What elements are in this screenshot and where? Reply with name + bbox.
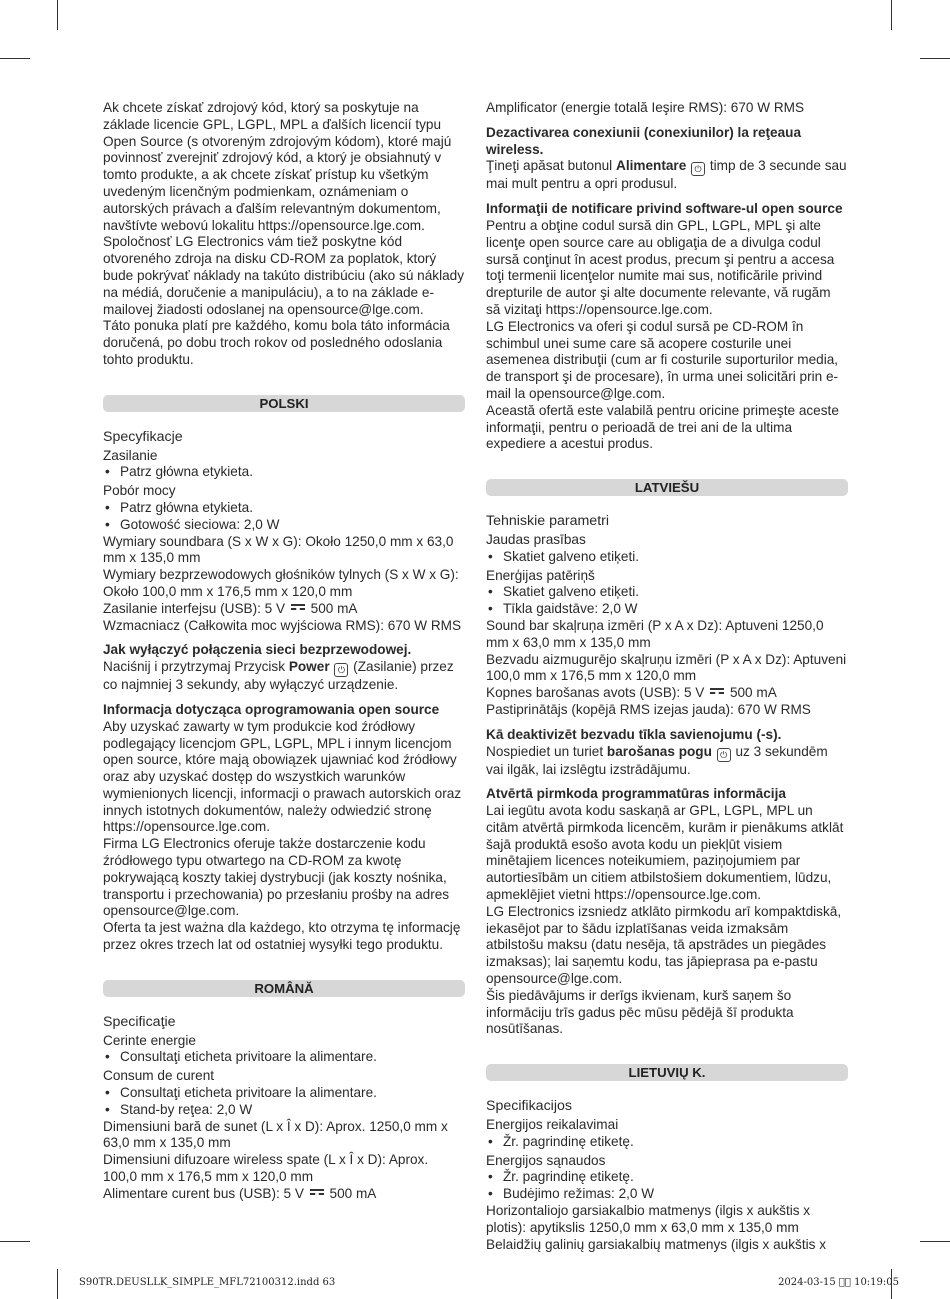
power-button-label: barošanas pogu <box>606 743 712 759</box>
power-consumption-title: Consum de curent <box>103 1068 215 1084</box>
wireless-off-text: Nospiediet un turiet barošanas pogu ⏻ uz 3 sekundēm vai ilgāk, lai izslēgtu izstrādājumu. <box>486 743 828 777</box>
crop-mark <box>0 1241 30 1242</box>
romanian-section <box>103 980 465 1203</box>
power-consumption-title: Enerģijas patēriņš <box>486 567 595 583</box>
open-source-paragraph-2: LG Electronics va oferi şi codul sursă pe CD-ROM în schimbul unei sume care să acopere costurile unei asemenea distribuţii (cum ar fi costurile suporturilor media, de transport şi de procesare), în urma unei solicitări prin e-mail la opensource@lge.com. <box>486 318 839 401</box>
amplifier-output: Amplificator (energie totală Ieşire RMS): 670 W RMS <box>486 100 805 115</box>
right-column <box>486 100 848 1253</box>
open-source-paragraph-1: Pentru a obţine codul sursă din GPL, LGPL, MPL şi alte licenţe open source care au obligaţia de a divulga codul sursă conţinut în acest produs, precum şi pentru a accesa toţi termenii licenţelor numite mai sus, notificările privind drepturile de autor şi alte documente relevante, vă rugăm să vizitaţi https://opensource.lge.com. <box>486 217 835 317</box>
section-header-polski: POLSKI <box>103 395 465 412</box>
bullet-item: • Žr. pagrindinę etiketę. <box>486 1169 848 1186</box>
usb-power-value: 500 mA <box>310 600 358 616</box>
power-button-label: Alimentare <box>616 158 687 174</box>
wireless-off-title: Kā deaktivizēt bezvadu tīkla savienojumu (-s). <box>486 726 782 742</box>
open-source-title: Informacja dotycząca oprogramowania open source <box>103 701 440 717</box>
usb-power-value: 500 mA <box>329 1185 377 1201</box>
power-button-label: Power <box>288 659 330 675</box>
power-icon: ⏻ <box>334 663 348 677</box>
sk-paragraph-1: Ak chcete získať zdrojový kód, ktorý sa poskytuje na základe licencie GPL, LGPL, MPL a ďalších licencií typu Open Source (s otvoreným zdrojovým kódom), ktoré majú povinnosť zverejniť zdrojový kód, a ktorý je obsiahnutý v tomto produkte, a ak chcete získať prístup ku všetkým uvedeným licenčným podmienkam, oznámeniam o autorských právach a ďalším relevantným dokumentom, navštívte webovú lokalitu https://opensource.lge.com. <box>103 100 452 233</box>
bullet-item: • Tīkla gaidstāve: 2,0 W <box>486 601 848 618</box>
spec-title: Specifikacijos <box>486 1098 572 1115</box>
open-source-paragraph-2: Firma LG Electronics oferuje także dostarczenie kodu źródłowego typu otwartego na CD-ROM za kwotę pokrywającą koszty takiej dystrybucji (jak koszty nośnika, transportu i przechowania) po przesłaniu prośby na adres opensource@lge.com. <box>103 836 450 919</box>
sk-paragraph-3: Táto ponuka platí pre každého, komu bola táto informácia doručená, po dobu troch rokov od posledného odoslania tohto produktu. <box>103 318 450 367</box>
crop-mark <box>891 0 892 30</box>
left-column <box>103 100 465 1203</box>
latvian-section <box>486 479 848 1038</box>
bullet-item: • Patrz główna etykieta. <box>103 464 465 481</box>
open-source-paragraph-3: Oferta ta jest ważna dla każdego, kto otrzyma tę informację przez okres trzech lat od ostatniej wysyłki tego produktu. <box>103 920 461 953</box>
print-slug <box>79 1277 899 1291</box>
dc-current-icon <box>710 688 724 695</box>
open-source-title: Atvērtā pirmkoda programmatūras informācija <box>486 786 786 802</box>
power-supply-title: Zasilanie <box>103 447 158 463</box>
crop-mark <box>920 1241 950 1242</box>
usb-power <box>103 1186 465 1203</box>
polish-section <box>103 395 465 954</box>
power-icon: ⏻ <box>691 162 705 176</box>
crop-mark <box>920 58 950 59</box>
open-source-paragraph-2: LG Electronics izsniedz atklāto pirmkodu arī kompaktdiskā, iekasējot par to šādu izplatīšanas veida izmaksām atbilstošu maksu (datu nesēja, tā apstrādes un piegādes izmaksas); lai saņemtu kodu, tas jāpieprasa pa e-pastu opensource@lge.com. <box>486 903 842 987</box>
spec-title: Specificaţie <box>103 1013 176 1030</box>
bullet-item: • Budėjimo režimas: 2,0 W <box>486 1186 848 1203</box>
usb-power-label: Alimentare curent bus (USB): 5 V <box>103 1185 304 1201</box>
soundbar-dimensions: Dimensiuni bară de sunet (L x Î x D): Aprox. 1250,0 mm x 63,0 mm x 135,0 mm <box>103 1118 448 1151</box>
wireless-speaker-dimensions: Bezvadu aizmugurējo skaļruņu izmēri (P x A x Dz): Aptuveni 100,0 mm x 176,5 mm x 120,0 mm <box>486 651 847 684</box>
usb-power <box>486 685 848 702</box>
wireless-off-text: Ţineţi apăsat butonul Alimentare ⏻ timp de 3 secunde sau mai mult pentru a opri produsul. <box>486 158 847 192</box>
power-supply-title: Energijos reikalavimai <box>486 1117 619 1133</box>
wireless-speaker-dimensions: Wymiary bezprzewodowych głośników tylnych (S x W x G): Około 100,0 mm x 176,5 mm x 120,0 mm <box>103 567 459 599</box>
usb-power-label: Kopnes barošanas avots (USB): 5 V <box>486 685 705 701</box>
file-name: S90TR.DEUSLLK_SIMPLE_MFL72100312.indd 63 <box>79 1277 336 1288</box>
amplifier-output: Pastiprinātājs (kopējā RMS izejas jauda): 670 W RMS <box>486 701 811 717</box>
open-source-paragraph-3: Această ofertă este valabilă pentru oricine primeşte aceste informaţii, pentru o perioadă de trei ani de la ultima expediere a acestui produs. <box>486 402 839 452</box>
soundbar-dimensions: Wymiary soundbara (S x W x G): Około 1250,0 mm x 63,0 mm x 135,0 mm <box>103 533 454 566</box>
slovak-section <box>103 100 465 369</box>
wireless-off-text: Naciśnij i przytrzymaj Przycisk Power ⏻ (Zasilanie) przez co najmniej 3 sekundy, aby wyłączyć urządzenie. <box>103 659 454 693</box>
usb-power-label: Zasilanie interfejsu (USB): 5 V <box>103 600 286 616</box>
bullet-item: • Patrz główna etykieta. <box>103 500 465 517</box>
wireless-speaker-dimensions: Belaidžių galinių garsiakalbių matmenys (ilgis x aukštis x <box>486 1236 826 1252</box>
usb-power <box>103 601 465 618</box>
bullet-item: • Skatiet galveno etiķeti. <box>486 549 848 566</box>
power-consumption-title: Pobór mocy <box>103 483 176 499</box>
bullet-item: • Gotowość sieciowa: 2,0 W <box>103 517 465 534</box>
romanian-section-continued <box>486 100 848 453</box>
soundbar-dimensions: Horizontaliojo garsiakalbio matmenys (ilgis x aukštis x plotis): apytikslis 1250,0 mm x 63,0 mm x 135,0 mm <box>486 1203 811 1235</box>
wireless-off-title: Dezactivarea conexiunii (conexiunilor) la reţeaua wireless. <box>486 124 802 157</box>
wireless-speaker-dimensions: Dimensiuni difuzoare wireless spate (L x Î x D): Aprox. 100,0 mm x 176,5 mm x 120,0 mm <box>103 1152 429 1185</box>
section-header-latviesu: LATVIEŠU <box>486 479 848 496</box>
lithuanian-section <box>486 1064 848 1253</box>
bullet-item: • Skatiet galveno etiķeti. <box>486 584 848 601</box>
wireless-off-title: Jak wyłączyć połączenia sieci bezprzewodowej. <box>103 642 412 658</box>
spec-title: Tehniskie parametri <box>486 513 610 530</box>
amplifier-output: Wzmacniacz (Całkowita moc wyjściowa RMS): 670 W RMS <box>103 617 462 633</box>
section-header-lietuviu: LIETUVIŲ K. <box>486 1064 848 1081</box>
dc-current-icon <box>310 1189 324 1196</box>
bullet-item: • Stand-by reţea: 2,0 W <box>103 1102 465 1119</box>
bullet-item: • Consultaţi eticheta privitoare la alimentare. <box>103 1085 465 1102</box>
usb-power-value: 500 mA <box>729 685 777 701</box>
open-source-paragraph-1: Aby uzyskać zawarty w tym produkcie kod źródłowy podlegający licencjom GPL, LGPL, MPL i innym licencjom open source, które mają obowiązek ujawniać kod źródłowy oraz aby uzyskać dostęp do wszystkich warunków wymienionych licencji, informacji o prawach autorskich oraz innych istotnych dokumentów, należy odwiedzić stronę https://opensource.lge.com. <box>103 718 462 835</box>
crop-mark <box>57 0 58 30</box>
spec-title: Specyfikacje <box>103 428 183 445</box>
dc-current-icon <box>291 604 305 611</box>
section-header-romana: ROMÂNĂ <box>103 980 465 997</box>
crop-mark <box>0 58 30 59</box>
bullet-item: • Consultaţi eticheta privitoare la alimentare. <box>103 1049 465 1066</box>
open-source-paragraph-1: Lai iegūtu avota kodu saskaņā ar GPL, LGPL, MPL un citām atvērtā pirmkoda licencēm, kurām ir pienākums atklāt šajā produktā esošo avota kodu un piekļūt visiem minētajiem licences noteikumiem, paziņojumiem par autortiesībām un citiem atbilstošiem dokumentiem, lūdzu, apmeklējiet vietni https://opensource.lge.com. <box>486 803 844 903</box>
power-icon: ⏻ <box>717 748 731 762</box>
print-timestamp: 2024-03-15 ￿￿ 10:19:05 <box>778 1277 899 1288</box>
crop-mark <box>57 1269 58 1299</box>
power-supply-title: Cerinte energie <box>103 1032 196 1048</box>
bullet-item: • Žr. pagrindinę etiketę. <box>486 1134 848 1151</box>
soundbar-dimensions: Sound bar skaļruņa izmēri (P x A x Dz): Aptuveni 1250,0 mm x 63,0 mm x 135,0 mm <box>486 617 824 650</box>
sk-paragraph-2: Spoločnosť LG Electronics vám tiež poskytne kód otvoreného zdroja na disku CD-ROM za poplatok, ktorý bude pokrývať náklady na takúto distribúciu (ako sú náklady na médiá, doručenie a manipuláciu), a to na základe e-mailovej žiadosti odoslanej na opensource@lge.com. <box>103 234 465 317</box>
open-source-title: Informaţii de notificare privind software-ul open source <box>486 201 843 217</box>
open-source-paragraph-3: Šis piedāvājums ir derīgs ikvienam, kurš saņem šo informāciju trīs gadus pēc mūsu pēdējā šī produkta nosūtīšanas. <box>486 987 794 1037</box>
power-supply-title: Jaudas prasības <box>486 531 586 547</box>
power-consumption-title: Energijos sąnaudos <box>486 1152 606 1168</box>
